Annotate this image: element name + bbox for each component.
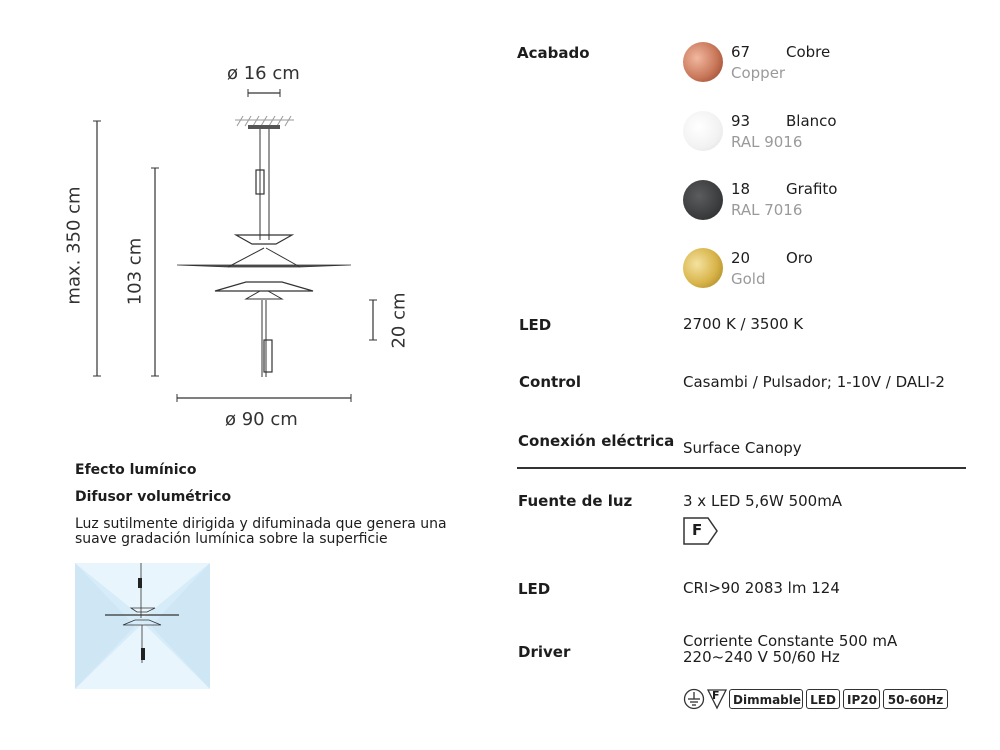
finish-sub: RAL 7016 [731, 201, 803, 219]
finish-swatch-gold [683, 248, 723, 288]
lower-shade [215, 282, 313, 291]
control-value: Casambi / Pulsador; 1-10V / DALI-2 [683, 373, 945, 391]
finish-code: 18 [731, 180, 751, 198]
large-disc [177, 265, 351, 267]
canopy [248, 125, 280, 129]
finish-code: 20 [731, 249, 751, 267]
effect-heading: Efecto lumínico [75, 462, 197, 478]
section-divider [517, 467, 966, 469]
light-effect-illustration [75, 563, 210, 689]
diameter-label: ø 90 cm [225, 409, 298, 430]
effect-description: Luz sutilmente dirigida y difuminada que genera una suave gradación lumínica sobre la superficie [75, 516, 447, 547]
ceiling-hatch [235, 116, 294, 126]
shade-height-label: 20 cm [388, 292, 410, 349]
finish-name: Cobre [786, 43, 831, 61]
f-mark-label: F [712, 689, 720, 702]
dimmable-badge: Dimmable [729, 689, 803, 709]
upper-shade [236, 235, 292, 244]
ground-symbol-icon [683, 688, 705, 710]
canopy-diameter-label: ø 16 cm [227, 63, 300, 84]
led-efficiency-value: CRI>90 2083 lm 124 [683, 579, 840, 597]
led-efficiency-label: LED [518, 580, 551, 598]
small-cone [246, 291, 282, 299]
driver-line-1: Corriente Constante 500 mA [683, 632, 898, 650]
finish-swatch-graphite [683, 180, 723, 220]
led-label: LED [519, 316, 552, 334]
connection-value: Surface Canopy [683, 439, 802, 457]
connection-label: Conexión eléctrica [518, 432, 675, 450]
led-badge: LED [806, 689, 840, 709]
finish-sub: RAL 9016 [731, 133, 803, 151]
finish-swatch-copper [683, 42, 723, 82]
finish-swatch-white [683, 111, 723, 151]
light-source-label: Fuente de luz [518, 492, 633, 510]
driver-line-2: 220~240 V 50/60 Hz [683, 648, 840, 666]
finish-label: Acabado [517, 44, 590, 62]
effect-type: Difusor volumétrico [75, 489, 232, 505]
finish-name: Grafito [786, 180, 838, 198]
ip-badge: IP20 [843, 689, 880, 709]
finish-name: Oro [786, 249, 813, 267]
led-value: 2700 K / 3500 K [683, 315, 804, 333]
finish-code: 67 [731, 43, 751, 61]
max-height-label: max. 350 cm [63, 186, 85, 305]
light-source-value: 3 x LED 5,6W 500mA [683, 492, 843, 510]
control-label: Control [519, 373, 582, 391]
finish-code: 93 [731, 112, 751, 130]
body-height-label: 103 cm [124, 237, 146, 306]
finish-sub: Copper [731, 64, 786, 82]
finish-name: Blanco [786, 112, 837, 130]
energy-class-value: F [692, 521, 703, 539]
frequency-badge: 50-60Hz [883, 689, 948, 709]
lower-fixture [264, 340, 272, 372]
finish-sub: Gold [731, 270, 766, 288]
driver-label: Driver [518, 643, 571, 661]
